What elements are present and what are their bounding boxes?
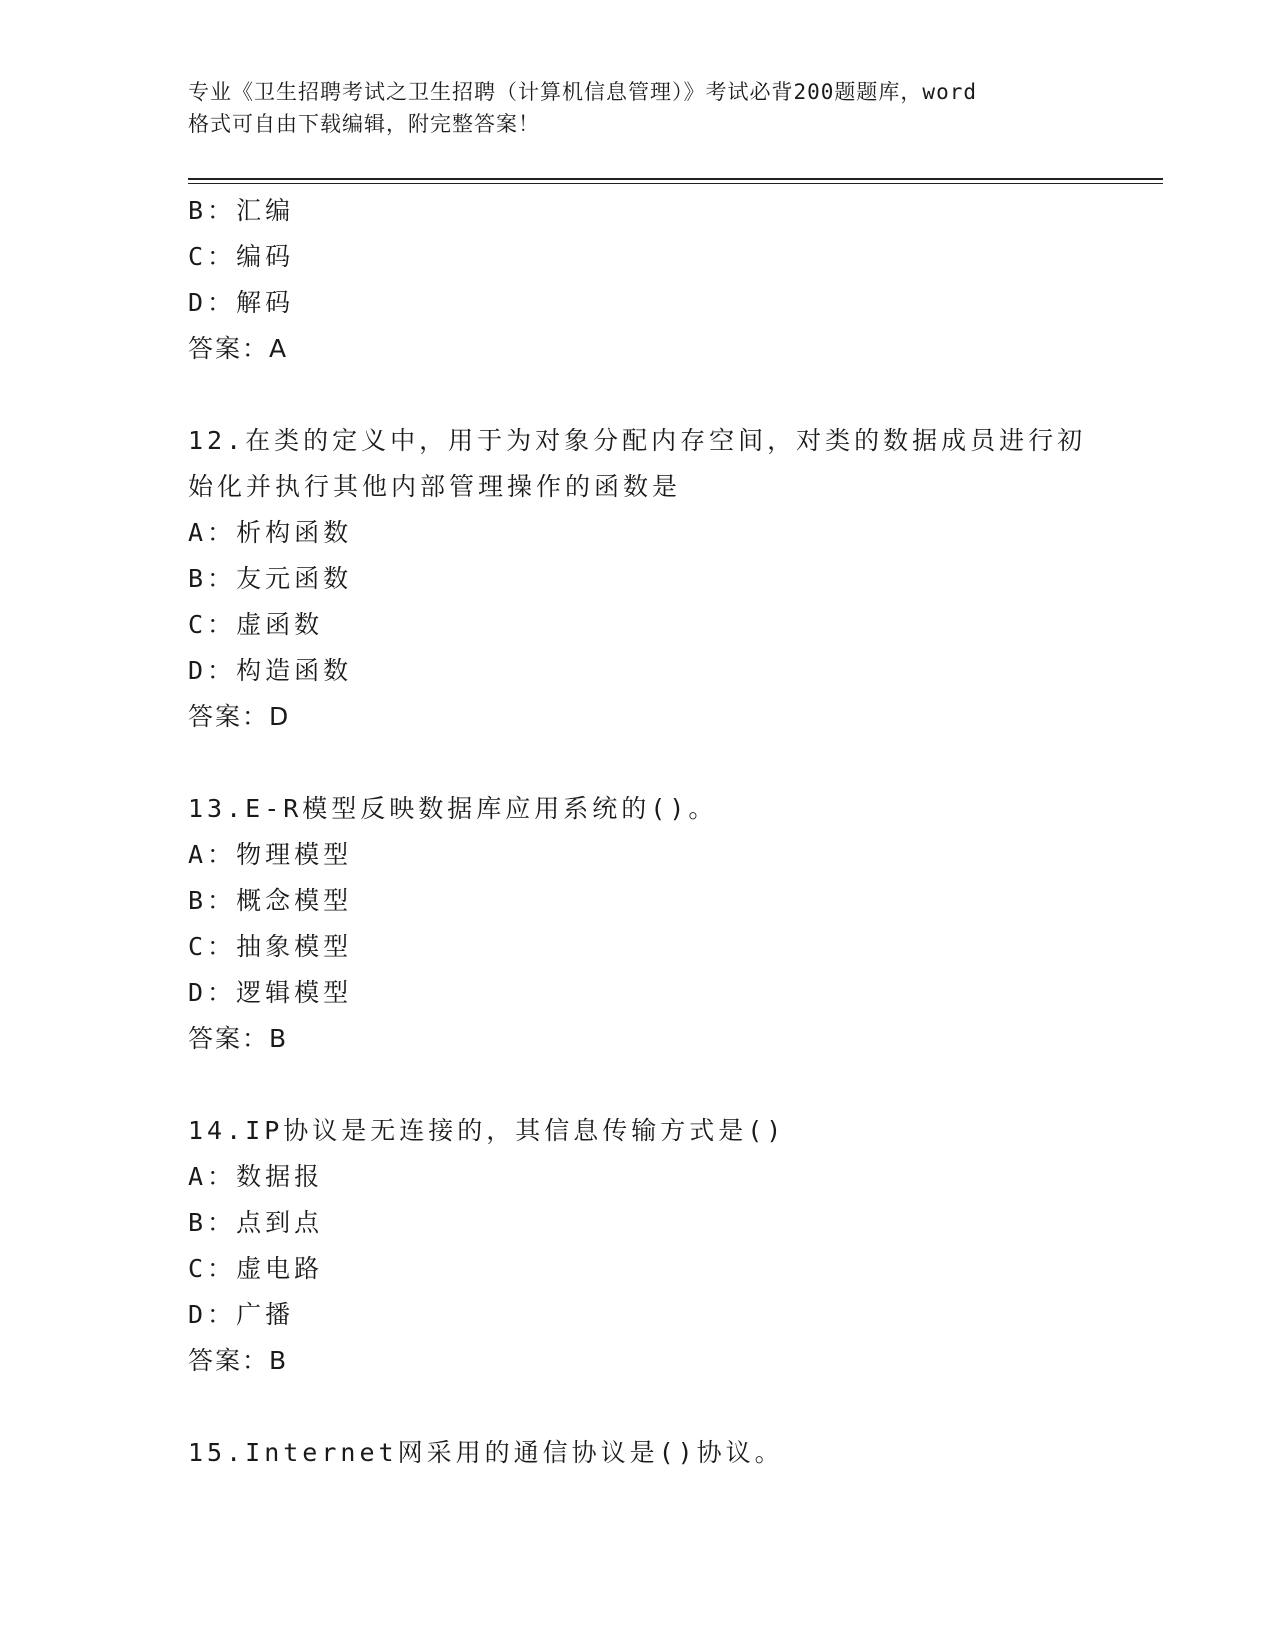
- option-letter: C：: [188, 932, 237, 961]
- question-11-partial: [188, 188, 1088, 372]
- option-d: [188, 1292, 1088, 1338]
- option-c: [188, 602, 1088, 648]
- option-letter: A：: [188, 1162, 237, 1191]
- option-d: [188, 970, 1088, 1016]
- option-b: [188, 188, 1088, 234]
- option-letter: B：: [188, 564, 237, 593]
- question-list: [188, 188, 1088, 1476]
- option-text: 点到点: [236, 1208, 324, 1237]
- option-b: [188, 878, 1088, 924]
- option-text: 数据报: [236, 1162, 324, 1191]
- option-letter: C：: [188, 242, 237, 271]
- option-text: 构造函数: [236, 656, 353, 685]
- option-letter: D：: [188, 1300, 237, 1329]
- option-a: [188, 832, 1088, 878]
- option-c: [188, 234, 1088, 280]
- spacer: [188, 1062, 1088, 1108]
- question-text-line: 始化并执行其他内部管理操作的函数是: [188, 472, 682, 501]
- option-c: [188, 924, 1088, 970]
- option-b: [188, 556, 1088, 602]
- option-a: [188, 510, 1088, 556]
- option-letter: A：: [188, 840, 237, 869]
- option-d: [188, 280, 1088, 326]
- option-b: [188, 1200, 1088, 1246]
- option-text: 编码: [236, 242, 295, 271]
- spacer: [188, 740, 1088, 786]
- question-text-line: 15.Internet网采用的通信协议是()协议。: [188, 1438, 784, 1467]
- spacer: [188, 372, 1088, 418]
- option-letter: B：: [188, 196, 237, 225]
- question-13: [188, 786, 1088, 1062]
- option-text: 抽象模型: [236, 932, 353, 961]
- option-text: 析构函数: [236, 518, 353, 547]
- header-divider-thin: [188, 183, 1163, 184]
- question-14: [188, 1108, 1088, 1384]
- option-text: 物理模型: [236, 840, 353, 869]
- question-text-line: 12.在类的定义中，用于为对象分配内存空间，对类的数据成员进行初: [188, 426, 1087, 455]
- question-12: [188, 418, 1088, 740]
- option-text: 解码: [236, 288, 295, 317]
- header-divider: [188, 178, 1163, 180]
- option-letter: D：: [188, 656, 237, 685]
- answer-line: 答案：A: [188, 334, 289, 363]
- option-c: [188, 1246, 1088, 1292]
- option-letter: C：: [188, 610, 237, 639]
- answer-line: 答案：B: [188, 1346, 289, 1375]
- document-header: [188, 76, 1088, 140]
- question-text-line: 14.IP协议是无连接的，其信息传输方式是(): [188, 1116, 786, 1145]
- option-d: [188, 648, 1088, 694]
- option-letter: D：: [188, 978, 237, 1007]
- option-text: 汇编: [236, 196, 295, 225]
- header-line-2: 格式可自由下载编辑，附完整答案！: [188, 112, 540, 136]
- option-text: 虚电路: [236, 1254, 324, 1283]
- answer-line: 答案：B: [188, 1024, 289, 1053]
- option-text: 概念模型: [236, 886, 353, 915]
- spacer: [188, 1384, 1088, 1430]
- option-text: 广播: [236, 1300, 295, 1329]
- option-text: 友元函数: [236, 564, 353, 593]
- option-text: 逻辑模型: [236, 978, 353, 1007]
- option-letter: D：: [188, 288, 237, 317]
- option-text: 虚函数: [236, 610, 324, 639]
- question-15: [188, 1430, 1088, 1476]
- answer-line: 答案：D: [188, 702, 291, 731]
- option-a: [188, 1154, 1088, 1200]
- option-letter: B：: [188, 1208, 237, 1237]
- option-letter: B：: [188, 886, 237, 915]
- option-letter: A：: [188, 518, 237, 547]
- option-letter: C：: [188, 1254, 237, 1283]
- header-line-1: 专业《卫生招聘考试之卫生招聘（计算机信息管理）》考试必背200题题库，word: [188, 80, 977, 104]
- question-text-line: 13.E-R模型反映数据库应用系统的()。: [188, 794, 718, 823]
